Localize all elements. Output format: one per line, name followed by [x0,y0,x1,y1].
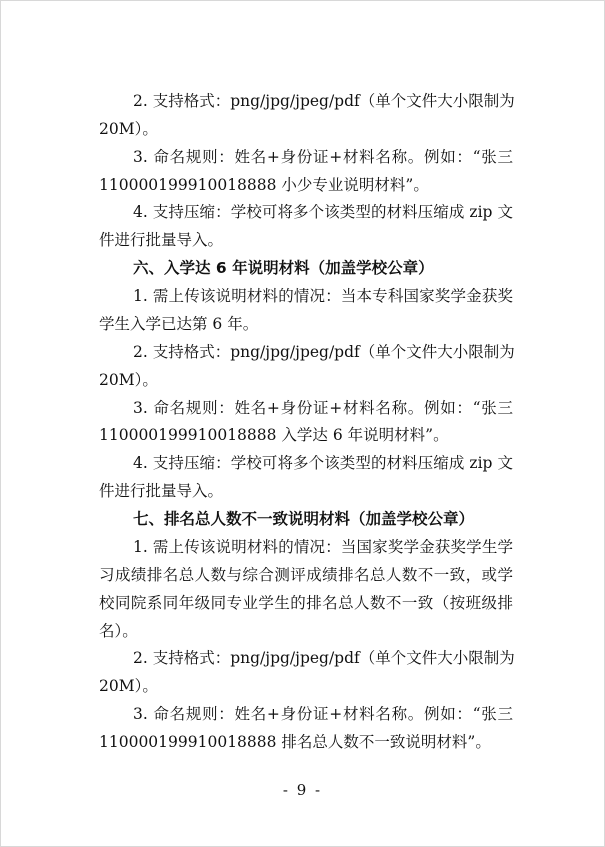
text-line: 110000199910018888 小少专业说明材料”。 [99,176,429,194]
text-line: 20M）。 [99,677,158,695]
text-line: 件进行批量导入。 [99,231,224,249]
section-heading: 六、入学达 6 年说明材料（加盖学校公章） [133,259,434,277]
text-line: 20M）。 [99,120,158,138]
text-line: 110000199910018888 入学达 6 年说明材料”。 [99,426,449,444]
text-line: 110000199910018888 排名总人数不一致说明材料”。 [99,733,491,751]
text-line: 2. 支持格式：png/jpg/jpeg/pdf（单个文件大小限制为 [133,343,515,361]
text-line: 2. 支持格式：png/jpg/jpeg/pdf（单个文件大小限制为 [133,649,515,667]
text-line: 4. 支持压缩：学校可将多个该类型的材料压缩成 zip 文 [133,454,513,472]
text-line: 1. 需上传该说明材料的情况：当本专科国家奖学金获奖 [133,287,513,305]
section-heading: 七、排名总人数不一致说明材料（加盖学校公章） [133,510,475,528]
text-line: 件进行批量导入。 [99,482,224,500]
text-line: 学生入学已达第 6 年。 [99,315,259,333]
text-line: 习成绩排名总人数与综合测评成绩排名总人数不一致，或学 [99,566,513,584]
text-line: 2. 支持格式：png/jpg/jpeg/pdf（单个文件大小限制为 [133,92,515,110]
text-line: 3. 命名规则：姓名+身份证+材料名称。例如：“张三 [133,148,513,166]
text-line: 校同院系同年级同专业学生的排名总人数不一致（按班级排 [99,594,513,612]
page-number: - 9 - [282,781,323,799]
text-line: 名）。 [99,622,138,640]
text-line: 4. 支持压缩：学校可将多个该类型的材料压缩成 zip 文 [133,203,513,221]
text-line: 3. 命名规则：姓名+身份证+材料名称。例如：“张三 [133,399,513,417]
text-line: 1. 需上传该说明材料的情况：当国家奖学金获奖学生学 [133,538,513,556]
text-line: 20M）。 [99,371,158,389]
text-line: 3. 命名规则：姓名+身份证+材料名称。例如：“张三 [133,705,513,723]
